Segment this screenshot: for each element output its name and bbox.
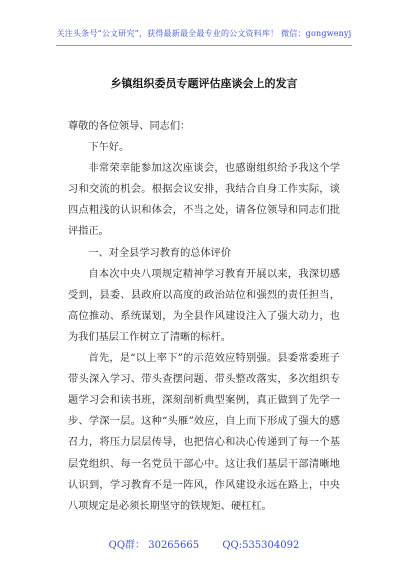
footer-qq-group: QQ群： 30265665 [108, 540, 200, 551]
page-footer [40, 536, 368, 551]
salutation-paragraph: 尊敬的各位领导、同志们： [68, 121, 191, 132]
page-header: 关注头条号“公文研究”，获得最新最全最专业的公文资料库！ 微信：gongwenyj [56, 29, 352, 38]
footer-qq: QQ:535304092 [222, 540, 300, 551]
header-divider [56, 45, 352, 46]
body-paragraph: 自本次中央八项规定精神学习教育开展以来，我深切感受到，县委、县政府以高度的政治站位和强烈的责任担当，高位推动、系统谋划，为全县作风建设注入了强大动力，也为我们基层工作树立了清晰的标杆。 [68, 268, 340, 343]
document-title: 乡镇组织委员专题评估座谈会上的发言 [110, 77, 298, 90]
document-body [68, 116, 340, 517]
body-paragraph: 首先，是“以上率下”的示范效应特别强。县委常委班子带头深入学习、带头查摆问题、带头整改落实，多次组织专题学习会和读书班，深刻剖析典型案例，真正做到了先学一步、学深一层。这种“头雁”效应，自上而下形成了强大的感召力，将压力层层传导，也把信心和决心传递到了每一个基层党组织、每一名党员干部心中。这让我们基层干部清晰地认识到，学习教育不是一阵风，作风建设永远在路上，中央八项规定是必须长期坚守的铁规矩、硬杠杠。 [68, 353, 340, 512]
section-heading: 一、对全县学习教育的总体评价 [88, 247, 232, 259]
greeting-paragraph: 下午好。 [88, 142, 130, 154]
intro-paragraph: 非常荣幸能参加这次座谈会，也感谢组织给予我这个学习和交流的机会。根据会议安排，我结合自身工作实际，谈四点粗浅的认识和体会，不当之处，请各位领导和同志们批评指正。 [68, 163, 340, 238]
